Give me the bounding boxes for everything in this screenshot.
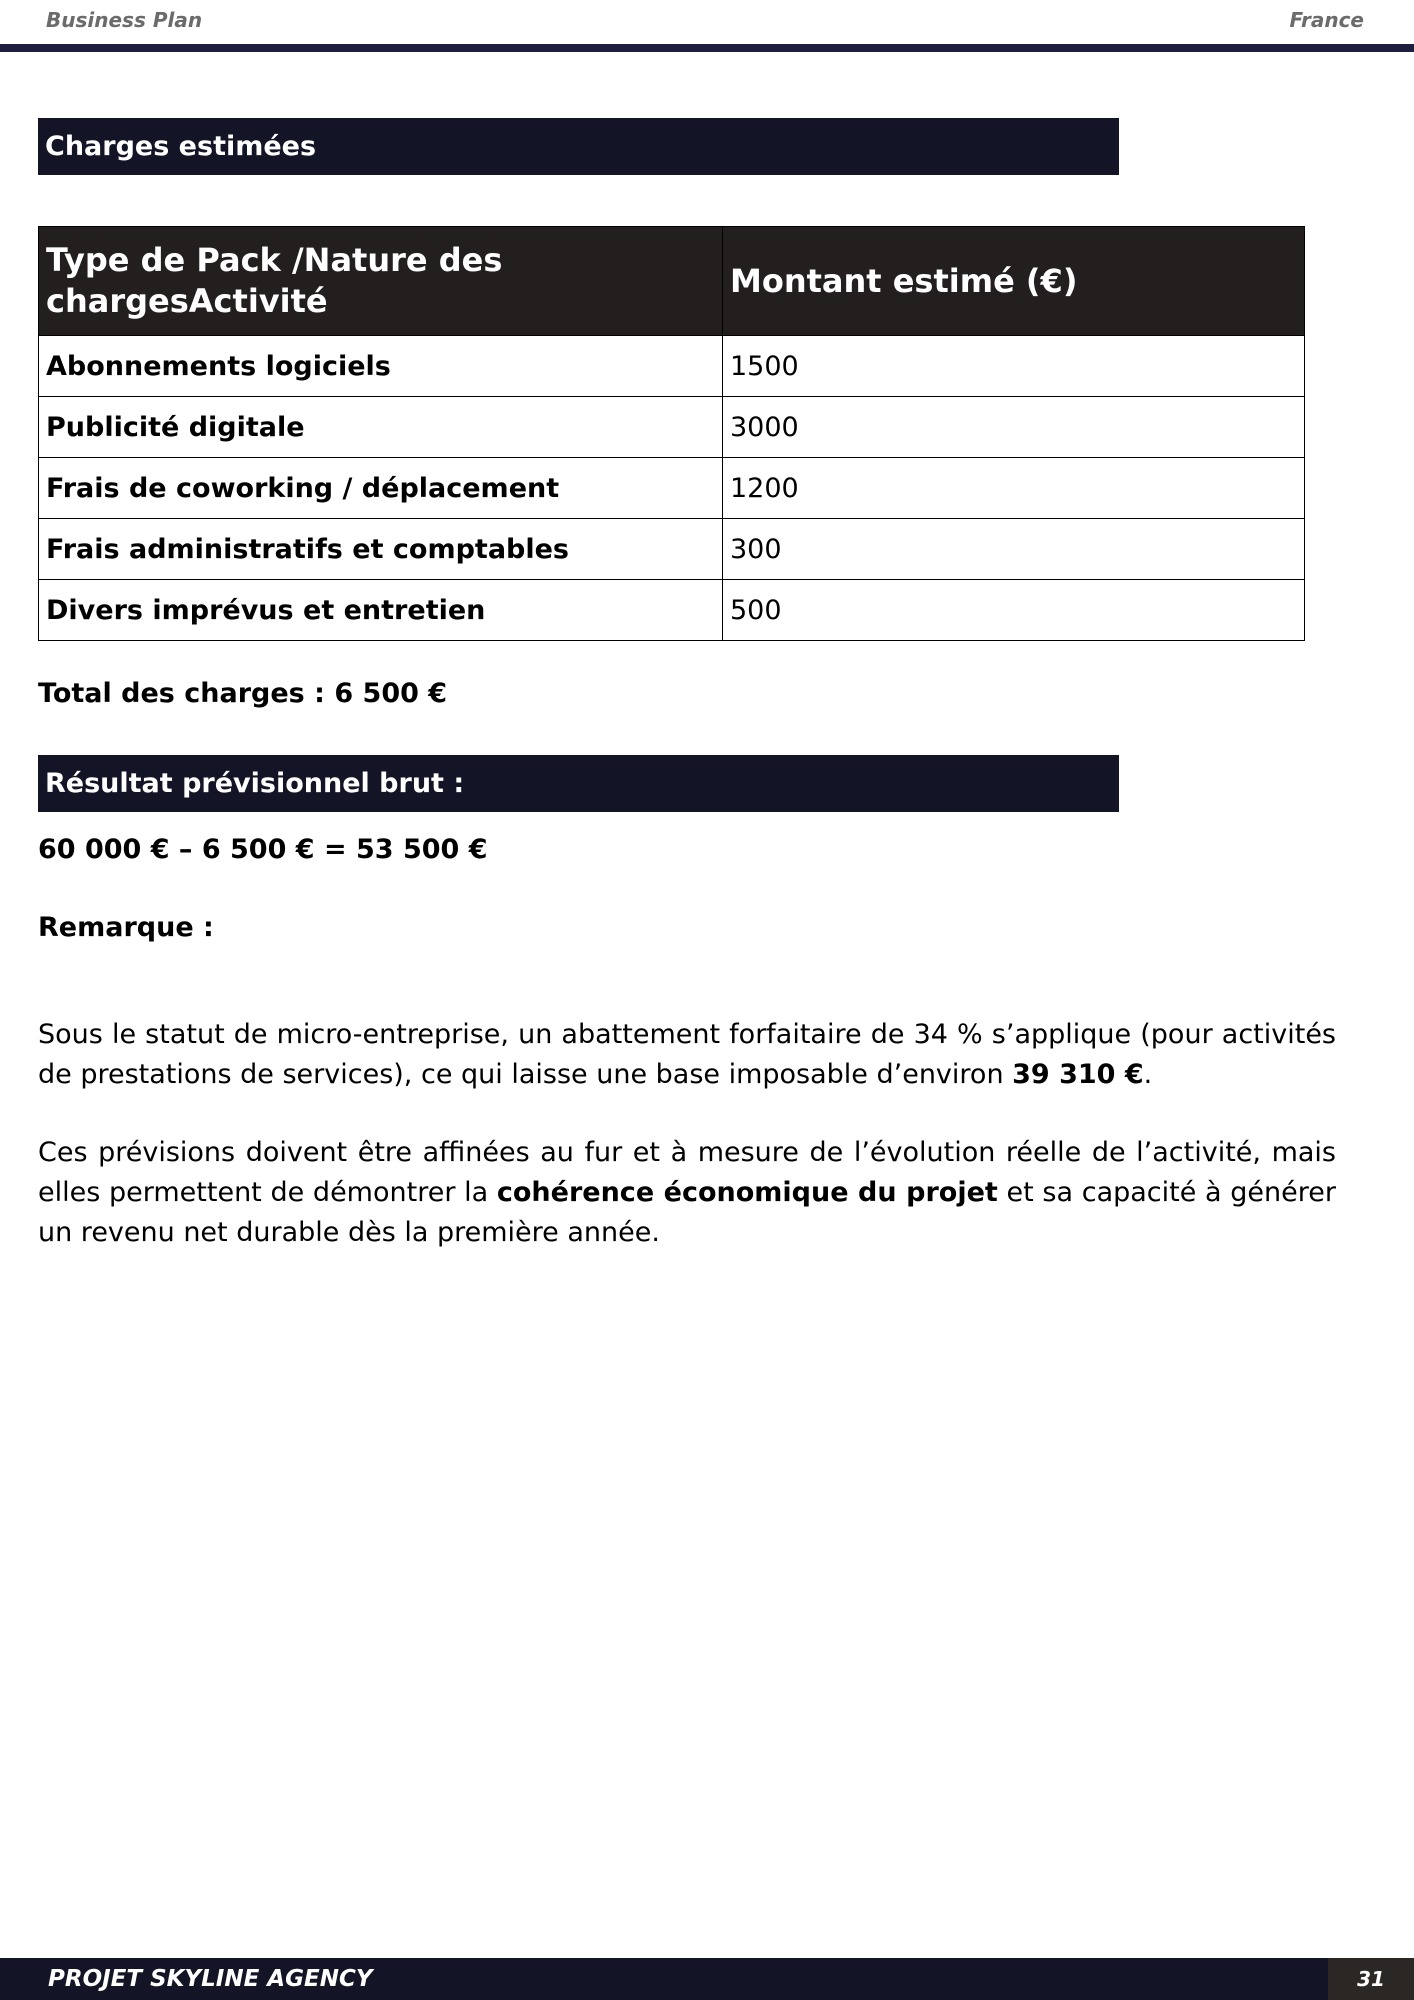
- total-charges: Total des charges : 6 500 €: [38, 678, 448, 709]
- table-row: [39, 336, 1305, 397]
- taxable-base-amount: 39 310 €: [1012, 1059, 1144, 1090]
- footer-project-title: PROJET SKYLINE AGENCY: [48, 1966, 373, 1992]
- emphasis-coherence: cohérence économique du projet: [496, 1177, 998, 1208]
- section-heading-result: Résultat prévisionnel brut :: [38, 755, 1119, 812]
- page-header: [0, 0, 1414, 44]
- section-heading-charges: Charges estimées: [38, 118, 1119, 175]
- remark-heading: Remarque :: [38, 912, 214, 943]
- row-label: Publicité digitale: [39, 397, 723, 458]
- header-country: France: [1289, 8, 1364, 32]
- row-amount: 500: [723, 580, 1305, 641]
- row-amount: 1200: [723, 458, 1305, 519]
- charges-table: [38, 226, 1305, 641]
- table-row: [39, 580, 1305, 641]
- row-amount: 1500: [723, 336, 1305, 397]
- remark-paragraph-outlook: [38, 1133, 1336, 1253]
- page-number: 31: [1328, 1958, 1414, 2000]
- result-equation: 60 000 € – 6 500 € = 53 500 €: [38, 834, 488, 865]
- table-row: [39, 458, 1305, 519]
- table-row: [39, 397, 1305, 458]
- paragraph-text: Ces prévisions doivent être affinées au fur et à mesure de l’évolution réelle de l’activité, mais elles permettent de démontrer la: [38, 1137, 1336, 1208]
- column-header-type: Type de Pack /Nature des chargesActivité: [39, 227, 723, 336]
- header-divider: [0, 44, 1414, 52]
- remark-paragraph-tax: [38, 1015, 1336, 1095]
- row-label: Divers imprévus et entretien: [39, 580, 723, 641]
- row-label: Frais de coworking / déplacement: [39, 458, 723, 519]
- paragraph-text: Sous le statut de micro-entreprise, un abattement forfaitaire de 34 % s’applique (pour activités de prestations de services), ce qui laisse une base imposable d’environ: [38, 1019, 1336, 1090]
- column-header-amount: Montant estimé (€): [723, 227, 1305, 336]
- table-row: [39, 519, 1305, 580]
- table-header-row: [39, 227, 1305, 336]
- paragraph-end: .: [1143, 1059, 1153, 1090]
- row-amount: 3000: [723, 397, 1305, 458]
- page-footer: [0, 1958, 1414, 2000]
- row-label: Abonnements logiciels: [39, 336, 723, 397]
- paragraph-text-end: et sa capacité à générer un revenu net durable dès la première année.: [38, 1177, 1336, 1248]
- row-amount: 300: [723, 519, 1305, 580]
- row-label: Frais administratifs et comptables: [39, 519, 723, 580]
- header-document-title: Business Plan: [46, 8, 203, 32]
